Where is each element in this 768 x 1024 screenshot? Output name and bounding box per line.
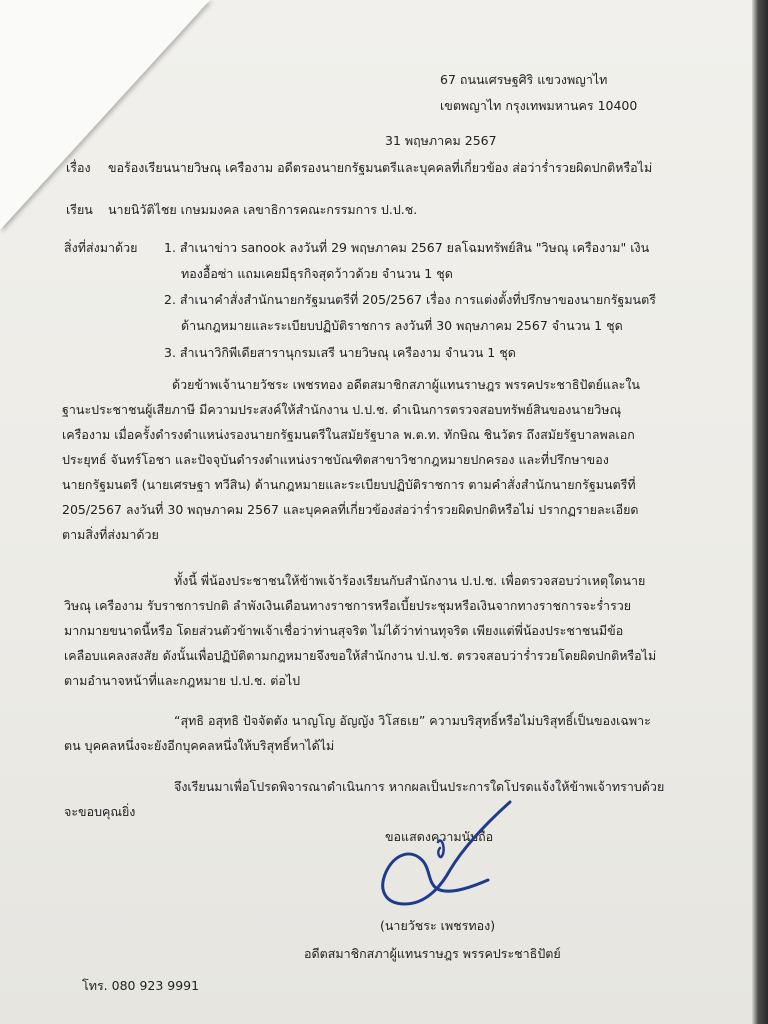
enclosure-item: 3. สำเนาวิกิพีเดียสารานุกรมเสรี นายวิษณุ เครืองาม จำนวน 1 ชุด <box>164 345 516 360</box>
paragraph-line: วิษณุ เครืองาม รับราชการปกติ ลำพังเงินเดือนทางราชการหรือเบี้ยประชุมหรือเงินจากทางราชการจะร่ำรวย <box>64 598 632 613</box>
recipient-text: นายนิวัติไชย เกษมมงคล เลขาธิการคณะกรรมการ ป.ป.ช. <box>108 202 418 217</box>
paragraph-line: เครืองาม เมื่อครั้งดำรงตำแหน่งรองนายกรัฐมนตรีในสมัยรัฐบาล พ.ต.ท. ทักษิณ ชินวัตร ถึงสมัยรัฐบาลพลเอก <box>62 427 635 442</box>
sender-address-line2: เขตพญาไท กรุงเทพมหานคร 10400 <box>440 98 638 113</box>
paragraph-line: มากมายขนาดนี้หรือ โดยส่วนตัวข้าพเจ้าเชื่อว่าท่านสุจริต ไม่ได้ว่าท่านทุจริต เพียงแต่พี่น้องประชาชนมีข้อ <box>64 623 624 638</box>
body-paragraph-4 <box>64 774 664 824</box>
closing-text: ขอแสดงความนับถือ <box>385 829 494 844</box>
phone-number: โทร. 080 923 9991 <box>82 978 200 993</box>
paragraph-line: ด้วยข้าพเจ้านายวัชระ เพชรทอง อดีตสมาชิกสภาผู้แทนราษฎร พรรคประชาธิปัตย์และใน <box>172 377 640 392</box>
signer-name: (นายวัชระ เพชรทอง) <box>380 918 496 933</box>
paper-stack-edge <box>752 0 768 1024</box>
enclosure-item: 1. สำเนาข่าว sanook ลงวันที่ 29 พฤษภาคม 2567 ยลโฉมทรัพย์สิน "วิษณุ เครืองาม" เงิน <box>164 240 650 255</box>
signer-title: อดีตสมาชิกสภาผู้แทนราษฎร พรรคประชาธิปัตย์ <box>304 946 561 961</box>
folded-corner <box>0 0 210 230</box>
paragraph-line: ตามสิ่งที่ส่งมาด้วย <box>62 527 159 542</box>
paragraph-line: ตามอำนาจหน้าที่และกฎหมาย ป.ป.ช. ต่อไป <box>64 673 301 688</box>
paragraph-line: ตน บุคคลหนึ่งจะยังอีกบุคคลหนึ่งให้บริสุทธิ์หาได้ไม่ <box>64 738 335 753</box>
paragraph-line: เคลือบแคลงสงสัย ดังนั้นเพื่อปฏิบัติตามกฎหมายจึงขอให้สำนักงาน ป.ป.ช. ตรวจสอบว่าร่ำรวยโดยผิดปกติหรือไม่ <box>64 648 657 663</box>
enclosure-item: 2. สำเนาคำสั่งสำนักนายกรัฐมนตรีที่ 205/2567 เรื่อง การแต่งตั้งที่ปรึกษาของนายกรัฐมนตรี <box>164 292 656 307</box>
body-paragraph-3 <box>64 708 651 758</box>
body-paragraph-2 <box>64 568 656 693</box>
paragraph-line: ประยุทธ์ จันทร์โอชา และปัจจุบันดำรงตำแหน่งราชบัณฑิตสาขาวิชากฎหมายปกครอง และที่ปรึกษาของ <box>62 452 609 467</box>
paragraph-line: จึงเรียนมาเพื่อโปรดพิจารณาดำเนินการ หากผลเป็นประการใดโปรดแจ้งให้ข้าพเจ้าทราบด้วย <box>174 779 665 794</box>
paragraph-line: ฐานะประชาชนผู้เสียภาษี มีความประสงค์ให้สำนักงาน ป.ป.ช. ดำเนินการตรวจสอบทรัพย์สินของนายวิษณุ <box>62 402 622 417</box>
enclosures-label: สิ่งที่ส่งมาด้วย <box>64 240 138 255</box>
handwritten-signature <box>370 800 530 910</box>
enclosure-item-cont: ทองอื้อซ่า แถมเคยมีธุรกิจสุดว้าวด้วย จำนวน 1 ชุด <box>181 266 453 281</box>
subject-text: ขอร้องเรียนนายวิษณุ เครืองาม อดีตรองนายกรัฐมนตรีและบุคคลที่เกี่ยวข้อง ส่อว่าร่ำรวยผิดปกติหรือไม่ <box>108 160 653 175</box>
enclosure-item-cont: ด้านกฎหมายและระเบียบปฏิบัติราชการ ลงวันที่ 30 พฤษภาคม 2567 จำนวน 1 ชุด <box>181 318 623 333</box>
paragraph-line: “สุทธิ อสุทธิ ปัจจัตตัง นาญโญ อัญญัง วิโสธเย” ความบริสุทธิ์หรือไม่บริสุทธิ์เป็นของเฉพาะ <box>174 713 651 728</box>
body-paragraph-1 <box>62 372 640 547</box>
paragraph-line: ทั้งนี้ พี่น้องประชาชนให้ข้าพเจ้าร้องเรียนกับสำนักงาน ป.ป.ช. เพื่อตรวจสอบว่าเหตุใดนาย <box>174 573 646 588</box>
sender-address-line1: 67 ถนนเศรษฐศิริ แขวงพญาไท <box>440 72 608 87</box>
subject-label: เรื่อง <box>66 160 91 175</box>
recipient-label: เรียน <box>66 202 93 217</box>
letter-date: 31 พฤษภาคม 2567 <box>385 133 497 148</box>
paragraph-line: นายกรัฐมนตรี (นายเศรษฐา ทวีสิน) ด้านกฎหมายและระเบียบปฏิบัติราชการ ตามคำสั่งสำนักนายกรัฐมนตรีที่ <box>62 477 636 492</box>
paragraph-line: จะขอบคุณยิ่ง <box>64 804 136 819</box>
paragraph-line: 205/2567 ลงวันที่ 30 พฤษภาคม 2567 และบุคคลที่เกี่ยวข้องส่อว่าร่ำรวยผิดปกติหรือไม่ ปรากฏรายละเอียด <box>62 502 639 517</box>
